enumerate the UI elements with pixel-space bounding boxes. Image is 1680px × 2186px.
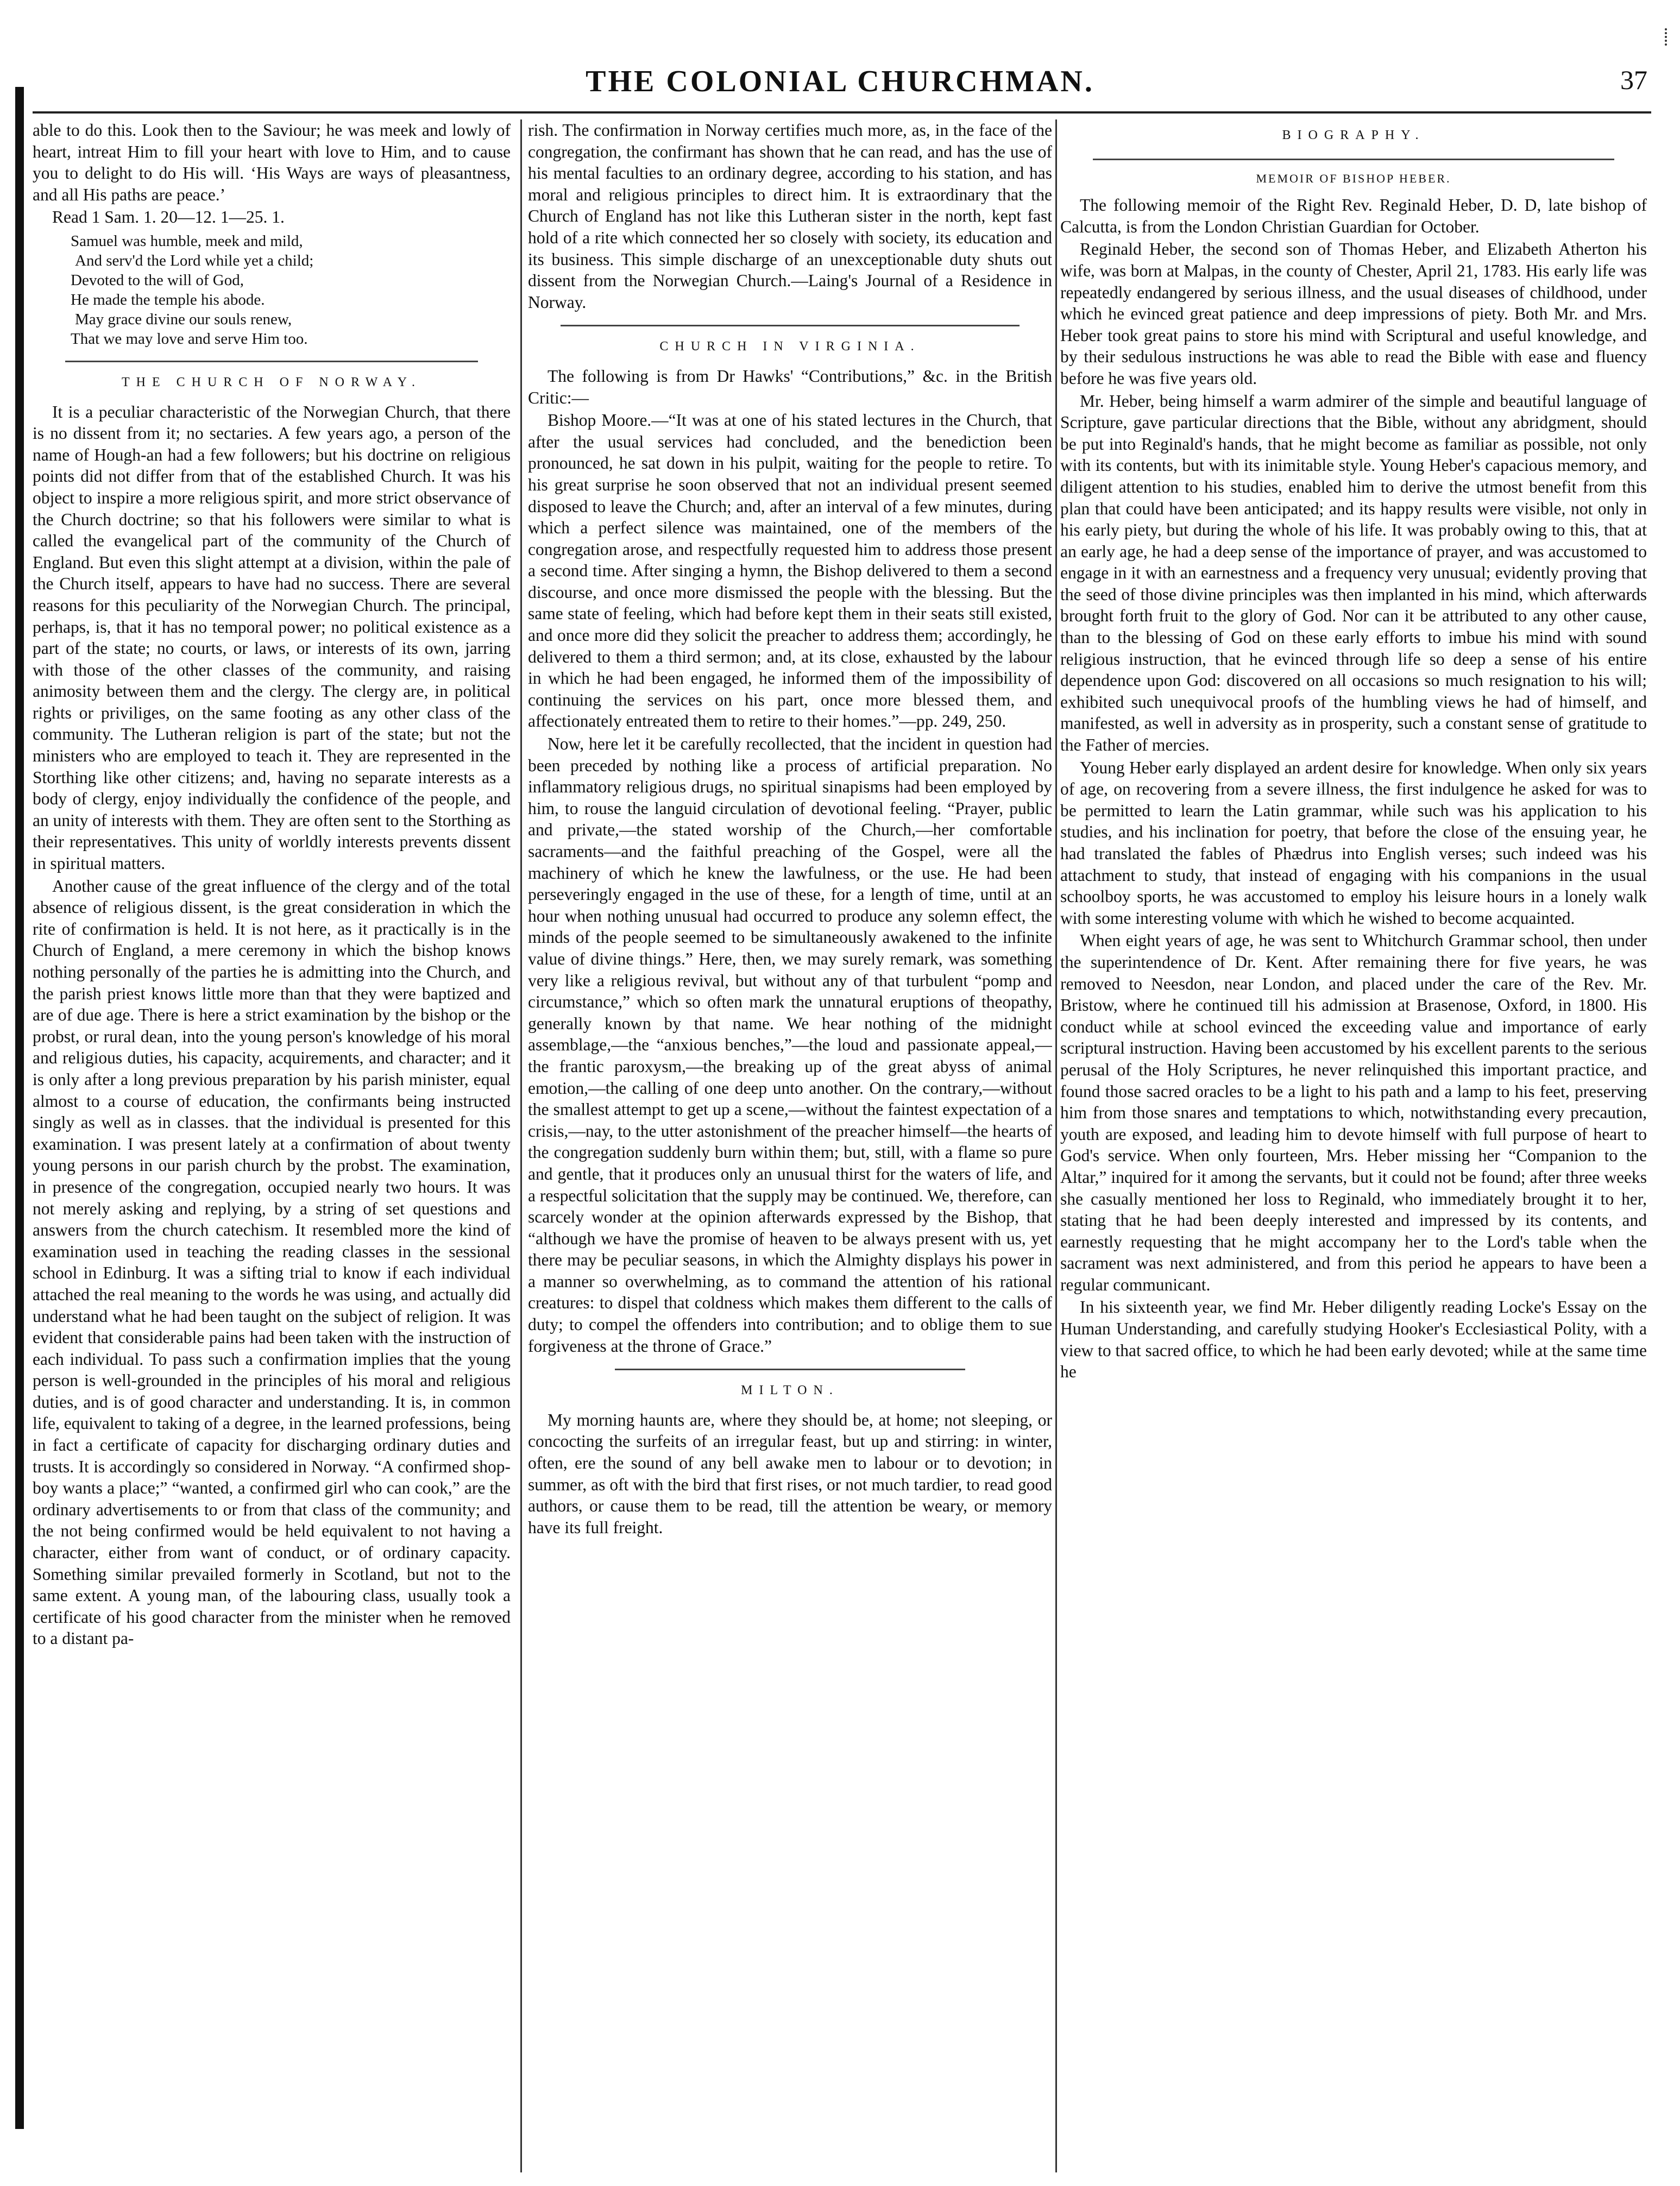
article-paragraph: Reginald Heber, the second son of Thomas Heber, and Elizabeth Atherton his wife, was born at Malpas, in the county of Chester, April 21, 1783. His early life was repeatedly endangered by serious illness, and the usual diseases of childhood, under which he evinced great patience and deep impressions of piety. Both Mr. and Mrs. Heber took great pains to store his mind with Scriptural and useful knowledge, and by their sedulous instructions he was able to read the Bible with ease and fluency before he was five years old. <box>1060 240 1647 388</box>
article-paragraph: Bishop Moore.—“It was at one of his stated lectures in the Church, that after the usual services had concluded, and the benediction been pronounced, he sat down in his pulpit, waiting for the people to retire. To his great surprise he soon observed that not an individual present seemed disposed to leave the Church; and, after an interval of a few minutes, during which a perfect silence was maintained, one of the members of the congregation arose, and respectfully requested him to address those present a second time. After singing a hymn, the Bishop delivered to them a second discourse, and once more dismissed the people with the blessing. But the same state of feeling, which had before kept them in their seats still existed, and once more did they solicit the preacher to address them; accordingly, he delivered to them a third sermon; and, at its close, exhausted by the labour in which he had been engaged, he informed them of the impossibility of continuing the services on his part, once more blessed them, and affectionately entreated them to retire to their homes.”—pp. 249, 250. <box>528 411 1052 731</box>
scripture-reference: Read 1 Sam. 1. 20—12. 1—25. 1. <box>52 207 285 227</box>
poem-line: And serv'd the Lord while yet a child; <box>75 251 314 269</box>
article-paragraph: Another cause of the great influence of the clergy and of the total absence of religious dissent, is the great consideration in which the rite of confirmation is held. It is not here, as it practically is in the Church of England, a mere ceremony in which the bishop knows nothing personally of the parties he is admitting into the Church, and the parish priest knows little more than that they were baptized and are of due age. There is here a strict examination by the bishop or the probst, or rural dean, into the young person's knowledge of his moral and religious duties, his capacity, acquirements, and character; and it is only after a long previous preparation by his parish minister, equal almost to a course of education, the confirmants being instructed singly as well as in classes. that the individual is presented for this examination. I was present lately at a confirmation of about twenty young persons in our parish church by the probst. The examination, in presence of the congregation, occupied nearly two hours. It was not merely asking and replying, by a string of set questions and answers from the church catechism. It resembled more the kind of examination used in teaching the reading classes in the sessional school in Edinburg. It was a sifting trial to know if each individual attached the real meaning to the words he was using, and actually did understand what he had been taught on the subject of religion. It was evident that considerable pains had been taken with the instruction of each individual. To pass such a confirmation implies that the young person is well-grounded in the principles of his moral and religious duties, and is of good character and understanding. It is, in common life, equivalent to taking of a degree, in the learned professions, being in fact a certificate of capacity for discharging ordinary duties and trusts. It is accordingly so considered in Norway. “A confirmed shop-boy wants a place;” “wanted, a confirmed girl who can cook,” are the ordinary advertisements to or from that class of the community; and the not being confirmed would be held equivalent to not having a character, either from want of conduct, or of ordinary capacity. Something similar prevailed formerly in Scotland, but not to the same extent. A young man, of the labouring class, usually took a certificate of his good character from the minister when he removed to a distant pa- <box>33 876 511 1648</box>
column-right <box>1060 119 1647 2172</box>
article-continuation: able to do this. Look then to the Saviour; he was meek and lowly of heart, intreat Him to fill your heart with love to Him, and to cause you to delight to do His will. ‘His Ways are ways of pleasantness, and all His paths are peace.’ <box>33 121 511 204</box>
article-heading-church-in-virginia: CHURCH IN VIRGINIA. <box>659 339 921 354</box>
article-paragraph: My morning haunts are, where they should be, at home; not sleeping, or concocting the surfeits of an irregular feast, but up and stirring: in winter, often, ere the sound of any bell awake men to labour or to devotion; in summer, as oft with the bird that first rises, or not much tardier, to read good authors, or cause them to be read, till the attention be weary, or memory have its full freight. <box>528 1410 1052 1537</box>
poem-line: Samuel was humble, meek and mild, <box>71 232 303 250</box>
section-divider <box>561 325 1020 326</box>
article-paragraph: Mr. Heber, being himself a warm admirer of the simple and beautiful language of Scripture, gave particular directions that the Bible, without any abridgment, should be put into Reginald's hands, that he might become as familiar as possible, not only with its contents, but with its inimitable style. Young Heber's capacious memory, and diligent attention to his studies, enabled him to derive the utmost benefit from this plan that could have been anticipated; and its happy results were visible, not only in his early piety, but during the whole of his life. It was probably owing to this, that at an early age, he had a deep sense of the importance of prayer, and was accustomed to engage in it with an earnestness and a frequency very unusual; evidently proving that the seed of those divine principles was then implanted in his mind, which afterwards brought forth fruit to the glory of God. Nor can it be attributed to any other cause, than to the blessing of God on these early efforts to imbue his mind with sound religious instruction, that he evinced through life so deep a sense of his entire dependence upon God: discovered on all occasions so much resignation to his will; exhibited such unequivocal proofs of the humbling views he had of himself, and manifested, as well in adversity as in prosperity, such a constant sense of gratitude to the Father of mercies. <box>1060 391 1647 755</box>
article-paragraph: The following memoir of the Right Rev. Reginald Heber, D. D, late bishop of Calcutta, is from the London Christian Guardian for October. <box>1060 196 1647 236</box>
article-paragraph: When eight years of age, he was sent to Whitchurch Grammar school, then under the superintendence of Dr. Kent. After remaining there for five years, he was removed to Neesdon, near London, and placed under the care of the Rev. Mr. Bristow, where he continued till his admission at Brasenose, Oxford, in 1800. His conduct while at school evinced the exceeding value and importance of early scriptural instruction. Having been accustomed by his excellent parents to the serious perusal of the Holy Scriptures, he never relinquished this important practice, and found those sacred oracles to be a light to his path and a lamp to his feet, preserving him from those snares and temptations to which, notwithstanding every precaution, youth are exposed, and leading him to devote himself with full purpose of heart to God's service. When only fourteen, Mrs. Heber missing her “Companion to the Altar,” inquired for it among the servants, but it could not be found; after three weeks she casually mentioned her loss to Reginald, who immediately brought it to her, stating that he had been deeply interested and impressed by its contents, and earnestly requesting that he might accompany her to the Lord's table when the sacrament was next administered, and from this period he appears to have been a regular communicant. <box>1060 931 1647 1294</box>
margin-mark <box>1665 28 1670 46</box>
column-middle <box>528 119 1052 2172</box>
poem <box>71 231 511 349</box>
article-paragraph: In his sixteenth year, we find Mr. Heber diligently reading Locke's Essay on the Human Understanding, and carefully studying Hooker's Ecclesiastical Polity, with a view to that sacred office, to which he had been early devoted; while at the same time he <box>1060 1297 1647 1382</box>
article-heading-church-of-norway: THE CHURCH OF NORWAY. <box>121 375 422 389</box>
article-paragraph: The following is from Dr Hawks' “Contributions,” &c. in the British Critic:— <box>528 366 1052 407</box>
article-paragraph: Young Heber early displayed an ardent desire for knowledge. When only six years of age, on recovering from a severe illness, the first indulgence he asked for was to be permitted to learn the Latin grammar, while such was his application to his studies, and his inclination for poetry, that before the close of the ensuing year, he had translated the fables of Phædrus into English verses; such indeed was his attachment to study, that instead of engaging with his companions in the usual schoolboy sports, he was accustomed to employ his leisure hours in a lonely walk with some interesting volume with which he wished to become acquainted. <box>1060 758 1647 928</box>
column-rule <box>1055 119 1057 2172</box>
section-divider <box>615 1369 965 1370</box>
column-left <box>33 119 511 2172</box>
section-divider <box>65 361 478 362</box>
poem-line: Devoted to the will of God, <box>71 271 244 289</box>
article-heading-milton: MILTON. <box>741 1383 839 1398</box>
article-subheading: MEMOIR OF BISHOP HEBER. <box>1256 171 1451 185</box>
article-paragraph: Now, here let it be carefully recollected, that the incident in question had been preceded by nothing like a process of artificial preparation. No inflammatory religious drugs, no spiritual sinapisms had been employed by him, to rouse the languid circulation of devotional feeling. “Prayer, public and private,—the stated worship of the Church,—her comfortable sacraments—and the faithful preaching of the Gospel, were all the machinery of which he knew the lawfulness, or the use. He had been perseveringly engaged in the use of these, for a length of time, until at an hour when nothing unusual had occurred to produce any solemn effect, the minds of the people seemed to be simultaneously awakened to the infinite value of divine things.” Here, then, we may surely remark, was something very like a religious revival, but without any of that turbulent “pomp and circumstance,” which so often mark the unnatural eruptions of theopathy, generally known by that name. We hear nothing of the midnight assemblage,—the “anxious benches,”—the loud and passionate appeal,—the frantic paroxysm,—the breaking up of the great abyss of animal emotion,—the calling of one deep unto another. On the contrary,—without the smallest attempt to get up a scene,—without the faintest expectation of a crisis,—nay, to the utter astonishment of the preacher himself—the hearts of the congregation suddenly burn within them; but, still, with a flame so pure and gentle, that it produces only an unusual thirst for the waters of life, and a respectful solicitation that the supply may be continued. We, therefore, can scarcely wonder at the opinion afterwards expressed by the Bishop, that “although we have the promise of heaven to be always present with us, yet there may be peculiar seasons, in which the Almighty displays his power in a manner so overwhelming, as to command the attention of his rational creatures: to dispel that coldness which makes them different to the calls of duty; to compel the offenders into contribution; and to oblige them to sue forgiveness at the throne of Grace.” <box>528 734 1052 1356</box>
page-header <box>22 64 1658 108</box>
poem-line: That we may love and serve Him too. <box>71 330 308 348</box>
column-rule <box>520 119 522 2172</box>
newspaper-title: THE COLONIAL CHURCHMAN. <box>586 65 1094 98</box>
section-heading-biography: BIOGRAPHY. <box>1282 128 1425 142</box>
poem-line: He made the temple his abode. <box>71 291 265 308</box>
binding-edge <box>15 87 24 2129</box>
poem-line: May grace divine our souls renew, <box>75 310 292 328</box>
article-continuation: rish. The confirmation in Norway certifies much more, as, in the face of the congregation, the confirmant has shown that he can read, and has the use of his mental faculties to an ordinary degree, according to his station, and has moral and religious principles to direct him. It is extraordinary that the Church of England has not like this Lutheran sister in the north, kept fast hold of a rite which connected her so closely with society, its education and its business. This simple discharge of an unexceptionable duty shuts out dissent from the Norwegian Church.—Laing's Journal of a Residence in Norway. <box>528 121 1052 312</box>
article-paragraph: It is a peculiar characteristic of the Norwegian Church, that there is no dissent from it; no sectaries. A few years ago, a person of the name of Hough-an had a few followers; but his doctrine on religious points did not differ from that of the established Church. It was his object to inspire a more religious spirit, and more strict observance of the Church doctrine; so that his followers were similar to what is called the evangelical part of the community of the Church of England. But even this slight attempt at a division, within the pale of the Church itself, appears to have had no success. There are several reasons for this peculiarity of the Norwegian Church. The principal, perhaps, is, that it has no temporal power; no political existence as a part of the state; no courts, or laws, or interests of its own, jarring with those of the other classes of the community, and raising animosity between them and the clergy. The clergy are, in political rights or priviliges, on the same footing as any other class of the community. The Lutheran religion is part of the state; but not the ministers who are employed to teach it. They are represented in the Storthing like other citizens; and, having no separate interests as a body of clergy, enjoy individually the confidence of the people, and an unity of interests with them. They are often sent to the Storthing as their representatives. This unity of worldly interests prevents dissent in spiritual matters. <box>33 402 511 873</box>
header-rule <box>33 111 1651 114</box>
section-divider <box>1093 159 1614 160</box>
page-number: 37 <box>1620 65 1647 95</box>
